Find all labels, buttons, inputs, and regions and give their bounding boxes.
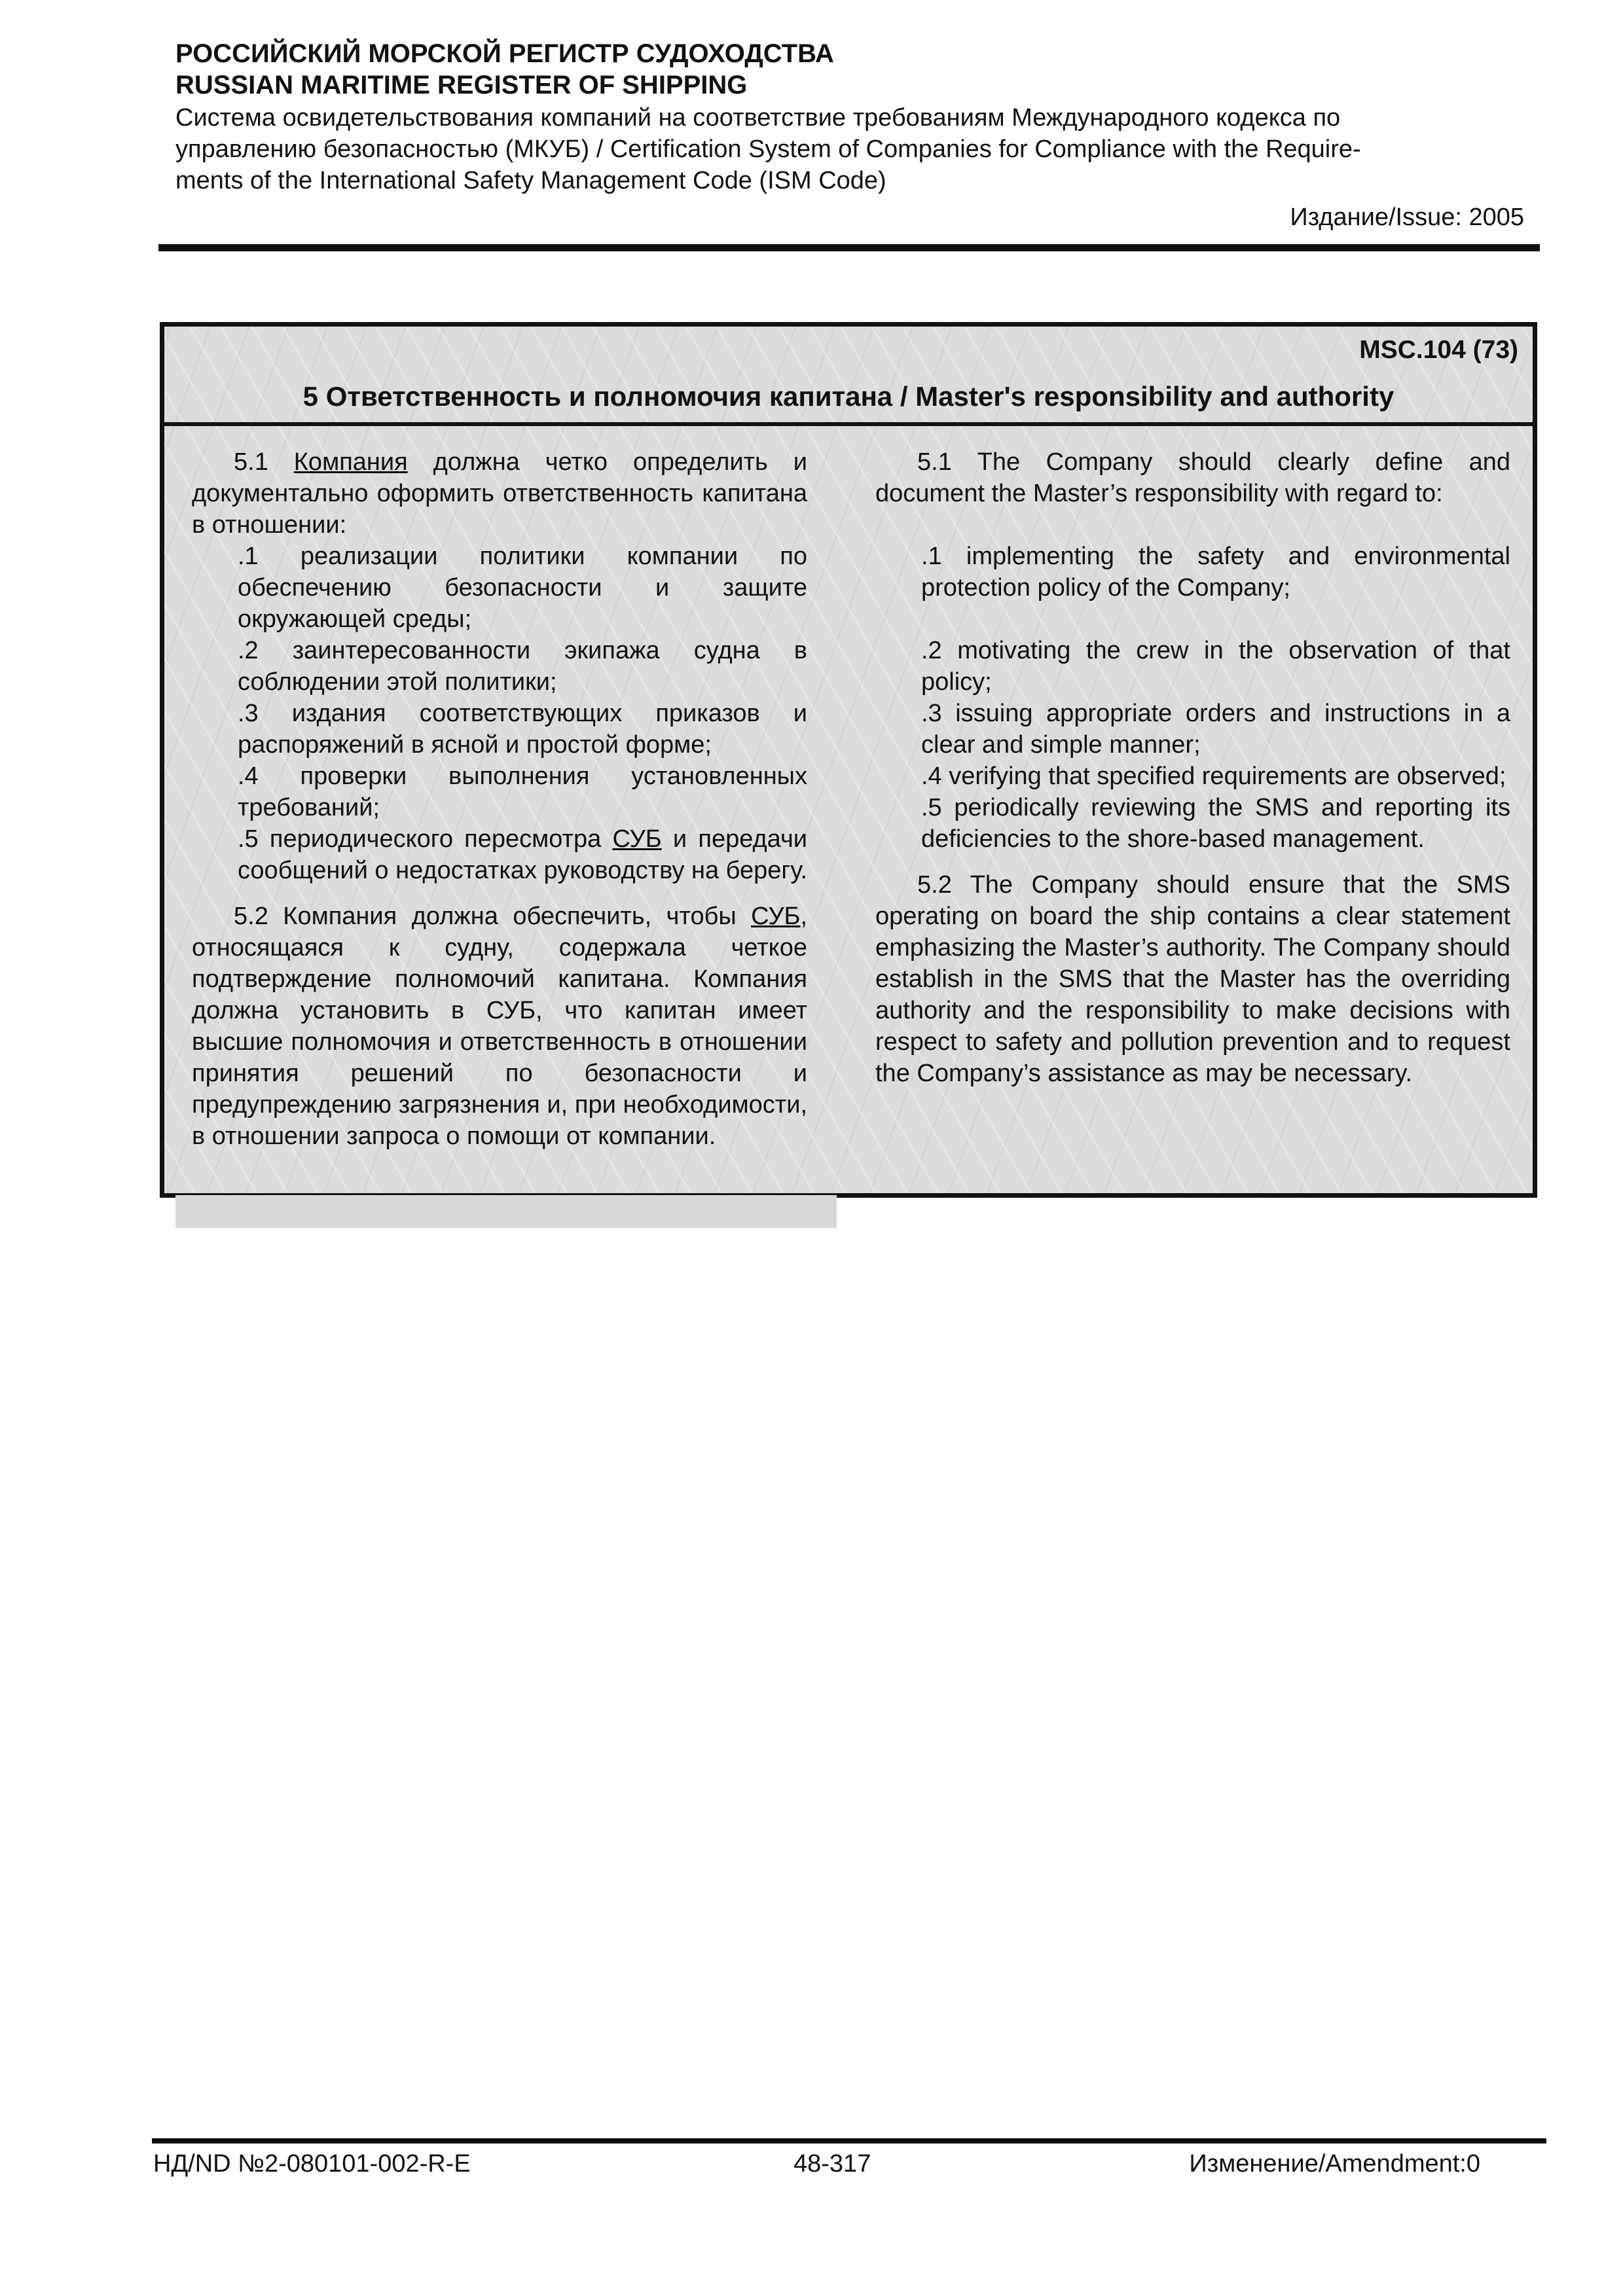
- issue-label: Издание/Issue: 2005: [1290, 204, 1524, 231]
- footer-rule: [152, 2138, 1546, 2144]
- register-title-en: RUSSIAN MARITIME REGISTER OF SHIPPING: [175, 71, 748, 99]
- sms-term: СУБ: [612, 825, 662, 853]
- section-header: [164, 327, 1533, 426]
- system-title-line: управлению безопасностью (МКУБ) / Certification System of Companies for Compliance with the Require-: [175, 135, 1361, 163]
- system-title-line: Система освидетельствования компаний на соответствие требованиям Международного кодекса по: [175, 104, 1341, 132]
- company-term: Компания: [293, 448, 408, 476]
- section-title: 5 Ответственность и полномочия капитана / Master's responsibility and authority: [302, 381, 1395, 412]
- russian-column: [192, 446, 807, 1152]
- item-2-en: .2 motivating the crew in the observation of that policy;: [921, 637, 1510, 696]
- paragraph-5-2-ru: 5.2 Компания должна обеспечить, чтобы СУБ, относящаяся к судну, содержала четкое подтверждение полномочий капитана. Компания должна установить в СУБ, что капитан имеет высшие полномочия и ответственность в отношении принятия решений по безопасности и предупреждению загрязнения и, при необходимости, в отношении запроса о помощи от компании.: [192, 903, 807, 1150]
- item-2-ru: .2 заинтересованности экипажа судна в соблюдении этой политики;: [238, 637, 807, 696]
- system-title-line: ments of the International Safety Management Code (ISM Code): [175, 167, 886, 194]
- english-column: [875, 446, 1510, 1089]
- sms-term: СУБ: [751, 903, 801, 930]
- paragraph-5-2-en: 5.2 The Company should ensure that the SMS operating on board the ship contains a clear statement emphasizing the Master’s authority. The Company should establish in the SMS that the Master has the overriding authority and the responsibility to make decisions with respect to safety and pollution prevention and to request the Company’s assistance as may be necessary.: [875, 871, 1510, 1087]
- msc-reference: MSC.104 (73): [1359, 336, 1518, 364]
- item-4-ru: .4 проверки выполнения установленных требований;: [238, 762, 807, 821]
- item-5-ru: .5 периодического пересмотра СУБ и передачи сообщений о недостатках руководству на берегу.: [238, 825, 808, 884]
- page-number: 48-317: [793, 2150, 871, 2178]
- paragraph-5-1-en: 5.1 The Company should clearly define and document the Master’s responsibility with regard to:: [875, 448, 1510, 507]
- register-title-ru: РОССИЙСКИЙ МОРСКОЙ РЕГИСТР СУДОХОДСТВА: [175, 39, 834, 68]
- header-rule: [158, 244, 1540, 251]
- item-4-en: .4 verifying that specified requirements are observed;: [921, 762, 1506, 790]
- system-title: [175, 102, 1524, 196]
- document-number: НД/ND №2-080101-002-R-E: [153, 2150, 471, 2178]
- item-3-en: .3 issuing appropriate orders and instructions in a clear and simple manner;: [921, 700, 1510, 759]
- item-3-ru: .3 издания соответствующих приказов и распоряжений в ясной и простой форме;: [238, 700, 807, 759]
- text-overflow-shade: [175, 1195, 837, 1228]
- amendment-label: Изменение/Amendment:0: [1189, 2150, 1480, 2178]
- item-5-en: .5 periodically reviewing the SMS and reporting its deficiencies to the shore-based management.: [921, 794, 1510, 853]
- document-header: [175, 38, 1524, 233]
- item-1-en: .1 implementing the safety and environmental protection policy of the Company;: [921, 543, 1510, 601]
- paragraph-5-1-ru: 5.1 Компания должна четко определить и документально оформить ответственность капитана в отношении:: [192, 448, 807, 539]
- item-1-ru: .1 реализации политики компании по обеспечению безопасности и защите окружающей среды;: [238, 543, 807, 633]
